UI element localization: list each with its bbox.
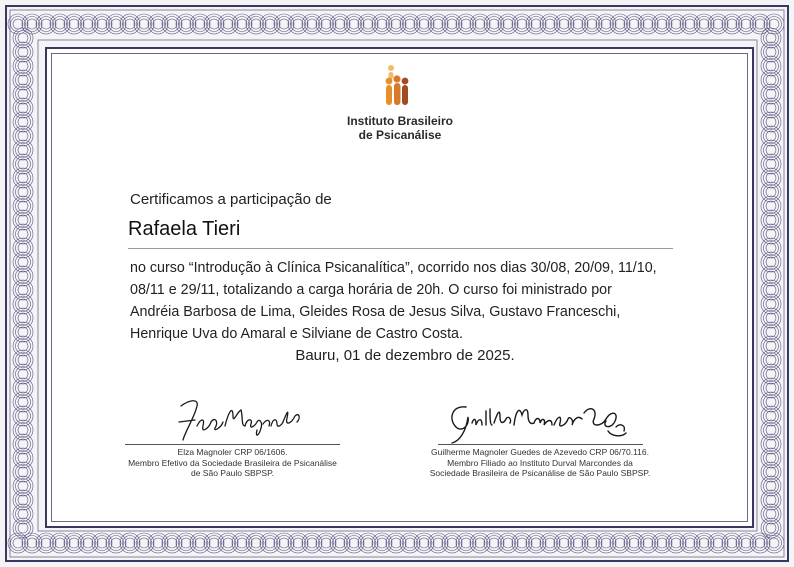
guilloche-ring [447,538,457,548]
guilloche-ring [573,538,583,548]
guilloche-ring [391,538,401,548]
guilloche-ring [18,425,28,435]
guilloche-ring [766,61,776,71]
guilloche-ring [18,523,28,533]
guilloche-ring [766,215,776,225]
guilloche-ring [643,538,653,548]
body-line: 08/11 e 29/11, totalizando a carga horária de 20h. O curso foi ministrado por [130,282,612,298]
guilloche-ring [18,33,28,43]
guilloche-ring [629,538,639,548]
signatory-2-name: Guilherme Magnoler Guedes de Azevedo CRP 06/70.116. [431,447,649,457]
guilloche-ring [503,538,513,548]
guilloche-ring [18,271,28,281]
guilloche-ring [766,397,776,407]
guilloche-ring [363,19,373,29]
guilloche-ring [69,538,79,548]
guilloche-ring [111,19,121,29]
guilloche-ring [18,481,28,491]
guilloche-ring [713,19,723,29]
guilloche-ring [13,518,33,538]
guilloche-ring [573,19,583,29]
guilloche-ring [766,47,776,57]
guilloche-ring [181,538,191,548]
certificate-body [130,257,675,345]
guilloche-ring [195,538,205,548]
guilloche-ring [755,538,765,548]
guilloche-ring [83,538,93,548]
guilloche-ring [643,19,653,29]
guilloche-ring [18,89,28,99]
guilloche-ring [405,19,415,29]
guilloche-ring [55,538,65,548]
guilloche-ring [766,425,776,435]
guilloche-ring [766,355,776,365]
guilloche-ring [377,538,387,548]
guilloche-ring [766,383,776,393]
guilloche-ring [489,19,499,29]
institution-name-line2: de Psicanálise [358,128,442,142]
guilloche-ring [349,19,359,29]
guilloche-ring [69,19,79,29]
guilloche-ring [766,229,776,239]
guilloche-ring [18,509,28,519]
guilloche-ring [18,229,28,239]
guilloche-ring [727,19,737,29]
guilloche-ring [293,538,303,548]
guilloche-ring [433,19,443,29]
guilloche-ring [766,467,776,477]
guilloche-ring [766,117,776,127]
guilloche-ring [223,538,233,548]
guilloche-ring [18,369,28,379]
guilloche-ring [251,19,261,29]
guilloche-ring [41,19,51,29]
guilloche-ring [18,47,28,57]
guilloche-ring [209,19,219,29]
guilloche-ring [766,257,776,267]
guilloche-ring [766,159,776,169]
guilloche-ring [741,538,751,548]
guilloche-ring [153,538,163,548]
guilloche-ring [766,481,776,491]
signatory-2-info [405,447,675,479]
guilloche-ring [18,439,28,449]
guilloche-ring [279,538,289,548]
guilloche-ring [755,19,765,29]
guilloche-ring [167,538,177,548]
guilloche-ring [766,439,776,449]
guilloche-ring [251,538,261,548]
guilloche-ring [41,538,51,548]
guilloche-ring [764,533,784,553]
guilloche-ring [766,495,776,505]
guilloche-ring [766,271,776,281]
guilloche-ring [55,19,65,29]
guilloche-ring [559,538,569,548]
guilloche-ring [685,538,695,548]
guilloche-ring [727,538,737,548]
institution-name-line1: Instituto Brasileiro [346,114,453,128]
guilloche-ring [766,75,776,85]
guilloche-ring [97,538,107,548]
guilloche-ring [766,509,776,519]
guilloche-ring [531,538,541,548]
guilloche-ring [153,19,163,29]
guilloche-ring [761,518,781,538]
signature-elza-magnoler [175,392,305,444]
guilloche-ring [18,75,28,85]
guilloche-ring [766,145,776,155]
guilloche-ring [237,538,247,548]
guilloche-ring [237,19,247,29]
guilloche-ring [13,538,23,548]
guilloche-ring [531,19,541,29]
body-line: Henrique Uva do Amaral e Silviane de Castro Costa. [130,326,463,342]
guilloche-ring [307,19,317,29]
body-line: Andréia Barbosa de Lima, Gleides Rosa de Jesus Silva, Gustavo Franceschi, [130,304,621,320]
guilloche-ring [766,89,776,99]
guilloche-ring [671,19,681,29]
guilloche-ring [601,19,611,29]
guilloche-ring [766,369,776,379]
guilloche-ring [545,19,555,29]
guilloche-ring [699,19,709,29]
guilloche-ring [766,173,776,183]
guilloche-ring [766,201,776,211]
guilloche-ring [125,538,135,548]
guilloche-ring [766,313,776,323]
guilloche-ring [18,285,28,295]
guilloche-ring [18,313,28,323]
guilloche-ring [307,538,317,548]
signatory-1-info [100,447,365,479]
guilloche-ring [265,538,275,548]
guilloche-ring [766,285,776,295]
guilloche-ring [18,103,28,113]
guilloche-ring [18,145,28,155]
guilloche-ring [517,538,527,548]
guilloche-ring [18,411,28,421]
guilloche-ring [766,103,776,113]
signatory-1-role: Membro Efetivo da Sociedade Brasileira de Psicanálise [128,457,337,468]
body-line: no curso “Introdução à Clínica Psicanalítica”, ocorrido nos dias 30/08, 20/09, 11/10, [130,260,657,276]
guilloche-ring [447,19,457,29]
guilloche-ring [279,19,289,29]
guilloche-ring [766,131,776,141]
guilloche-ring [517,19,527,29]
guilloche-ring [461,538,471,548]
guilloche-ring [111,538,121,548]
signatory-1-name: Elza Magnoler CRP 06/1606. [177,447,288,457]
guilloche-ring [766,187,776,197]
guilloche-ring [18,495,28,505]
guilloche-ring [27,538,37,548]
guilloche-ring [405,538,415,548]
guilloche-ring [18,173,28,183]
guilloche-ring [293,19,303,29]
guilloche-ring [27,19,37,29]
guilloche-ring [766,523,776,533]
signatory-1-org: de São Paulo SBPSP. [190,468,275,478]
guilloche-ring [587,19,597,29]
guilloche-ring [475,538,485,548]
guilloche-ring [265,19,275,29]
guilloche-ring [685,19,695,29]
guilloche-ring [321,538,331,548]
guilloche-ring [475,19,485,29]
guilloche-ring [391,19,401,29]
psychoanalysis-figures-logo-icon [383,64,413,108]
guilloche-ring [766,453,776,463]
guilloche-ring [349,538,359,548]
guilloche-ring [18,327,28,337]
recipient-name: Rafaela Tieri [128,218,241,240]
guilloche-ring [97,19,107,29]
guilloche-ring [766,411,776,421]
guilloche-ring [699,538,709,548]
signature-line-2 [438,444,643,445]
guilloche-ring [769,538,779,548]
guilloche-ring [209,538,219,548]
guilloche-ring [615,538,625,548]
guilloche-ring [671,538,681,548]
guilloche-ring [545,538,555,548]
guilloche-ring [433,538,443,548]
guilloche-ring [769,19,779,29]
signature-line-1 [125,444,340,445]
place-and-date: Bauru, 01 de dezembro de 2025. [295,347,515,364]
guilloche-ring [18,61,28,71]
certificate-intro: Certificamos a participação de [130,191,332,208]
guilloche-ring [503,19,513,29]
guilloche-ring [335,19,345,29]
guilloche-ring [419,538,429,548]
guilloche-ring [18,257,28,267]
guilloche-ring [461,19,471,29]
guilloche-ring [18,355,28,365]
guilloche-ring [615,19,625,29]
guilloche-ring [713,538,723,548]
guilloche-ring [335,538,345,548]
guilloche-ring [18,453,28,463]
guilloche-ring [419,19,429,29]
guilloche-ring [741,19,751,29]
guilloche-ring [18,299,28,309]
guilloche-ring [195,19,205,29]
guilloche-ring [13,19,23,29]
guilloche-ring [489,538,499,548]
guilloche-ring [18,117,28,127]
guilloche-ring [18,243,28,253]
guilloche-ring [18,215,28,225]
guilloche-ring [657,538,667,548]
guilloche-ring [18,201,28,211]
guilloche-ring [18,187,28,197]
guilloche-ring [18,383,28,393]
guilloche-ring [766,341,776,351]
guilloche-ring [18,159,28,169]
guilloche-ring [766,299,776,309]
guilloche-ring [167,19,177,29]
guilloche-ring [18,397,28,407]
guilloche-ring [181,19,191,29]
guilloche-ring [125,19,135,29]
recipient-underline [128,248,673,249]
guilloche-ring [363,538,373,548]
guilloche-ring [18,467,28,477]
signatory-2-org: Sociedade Brasileira de Psicanálise de São Paulo SBPSP. [429,468,651,478]
guilloche-ring [18,131,28,141]
guilloche-ring [139,19,149,29]
guilloche-ring [377,19,387,29]
guilloche-ring [321,19,331,29]
guilloche-ring [587,538,597,548]
guilloche-ring [83,19,93,29]
signature-guilherme-magnoler [442,397,632,447]
guilloche-ring [559,19,569,29]
guilloche-ring [629,19,639,29]
guilloche-ring [601,538,611,548]
guilloche-ring [657,19,667,29]
guilloche-ring [766,33,776,43]
institution-name [300,114,500,142]
guilloche-ring [766,243,776,253]
guilloche-ring [139,538,149,548]
guilloche-ring [223,19,233,29]
guilloche-ring [766,327,776,337]
signatory-2-role: Membro Filiado ao Instituto Durval Marcondes da [447,457,633,468]
guilloche-ring [18,341,28,351]
